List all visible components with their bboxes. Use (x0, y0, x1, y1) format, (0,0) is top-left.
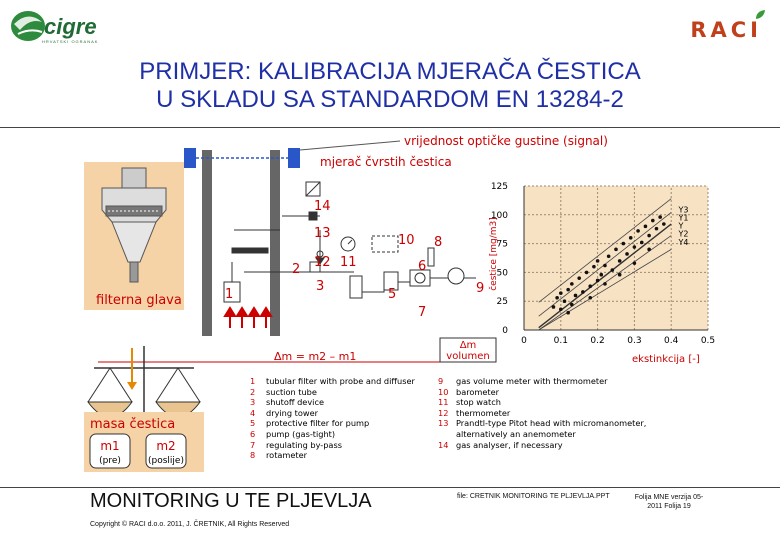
legend-item (250, 450, 415, 461)
slide-title-line1: PRIMJER: KALIBRACIJA MJERAČA ČESTICA (139, 58, 641, 85)
chart-data-point (655, 227, 659, 231)
chart-x-tick-label: 0.5 (700, 336, 716, 346)
flow-arrows (225, 308, 271, 328)
chart-data-point (662, 222, 666, 226)
calibration-chart (491, 182, 715, 346)
chart-data-point (611, 268, 615, 272)
chart-data-point (651, 219, 655, 223)
chart-data-point (625, 252, 629, 256)
chart-data-point (559, 291, 563, 295)
duct-wall-left (202, 150, 212, 336)
component-num-14: 14 (314, 199, 331, 214)
chart-xlabel: ekstinkcija [-] (632, 354, 700, 365)
legend-right (438, 376, 646, 450)
file-note: file: CRETNIK MONITORING TE PLJEVLJA.PPT (457, 493, 610, 500)
legend-item (250, 387, 415, 398)
legend-item-text: gas analyser, if necessary (456, 439, 563, 450)
legend-item-text: thermometer (456, 407, 511, 418)
chart-data-point (552, 305, 556, 309)
chart-data-point (588, 296, 592, 300)
legend-item-number: 2 (250, 386, 256, 397)
chart-data-point (633, 245, 637, 249)
chart-data-point (658, 215, 662, 219)
optical-emitter (184, 148, 196, 168)
chart-ylabel: čestice [mg/m3] (489, 217, 499, 291)
chart-data-point (585, 271, 589, 275)
legend-item-number: 14 (438, 439, 449, 450)
chart-band-label: Y (678, 221, 684, 231)
raci-logo (690, 18, 762, 42)
raci-logo-text: RACI (690, 18, 762, 42)
legend-item-number: 7 (250, 439, 256, 450)
legend-item (250, 429, 415, 440)
component-num-5: 5 (388, 287, 397, 302)
legend-item-text: regulating by-pass (266, 439, 342, 450)
cigre-logo-text: cigre (44, 14, 97, 39)
volume-box-delta: Δm (459, 340, 477, 351)
rotameter (428, 248, 434, 266)
sampling-train (224, 182, 354, 302)
chart-data-point (618, 259, 622, 263)
slide-info-line1: Folija MNE verzija 05- (634, 494, 704, 501)
chart-x-tick-label: 0.1 (553, 336, 568, 346)
chart-band-label: Y1 (678, 213, 689, 223)
component-num-1: 1 (225, 287, 234, 302)
duct-wall-right (270, 150, 280, 336)
footer-divider (0, 487, 780, 488)
legend-item-text: pump (gas-tight) (266, 428, 336, 439)
legend-item-text: shutoff device (266, 397, 325, 408)
component-num-13: 13 (314, 226, 331, 241)
legend-item-number: 8 (250, 450, 256, 461)
chart-y-tick-label: 50 (496, 268, 508, 279)
component-num-3: 3 (316, 279, 325, 294)
component-num-7: 7 (418, 305, 427, 320)
legend-item-text: stop watch (456, 397, 501, 408)
chart-y-tick-label: 100 (490, 210, 508, 221)
cigre-logo-subtext: HRVATSKI OGRANAK (42, 39, 99, 44)
chart-x-tick-label: 0.2 (590, 336, 605, 346)
gas-meter-icon (448, 268, 464, 284)
component-num-10: 10 (398, 233, 415, 248)
component-num-9: 9 (476, 281, 485, 296)
mass-label: masa čestica (90, 417, 176, 432)
chart-data-point (633, 261, 637, 265)
chart-band-label: Y4 (678, 237, 689, 247)
chart-y-tick-label: 0 (502, 326, 508, 336)
legend-item (438, 429, 646, 440)
legend-item-number: 3 (250, 397, 256, 408)
legend-item (250, 397, 415, 408)
legend-item-number: 5 (250, 418, 256, 429)
m1-label: m1 (100, 439, 120, 453)
chart-data-point (570, 282, 574, 286)
component-num-12: 12 (314, 255, 331, 270)
legend-item (438, 397, 646, 408)
legend-item-number (438, 429, 456, 440)
optical-receiver (288, 148, 300, 168)
legend-item-text: tubular filter with probe and diffuser (266, 376, 415, 386)
legend-item (438, 387, 646, 398)
chart-x-tick-label: 0.3 (627, 336, 642, 346)
legend-item-text: barometer (456, 386, 500, 397)
legend-item-number: 9 (438, 376, 444, 386)
legend-item-text: protective filter for pump (266, 418, 370, 429)
barometer-box (372, 236, 398, 252)
meter-label: mjerač čvrstih čestica (320, 155, 452, 169)
drying-tower (350, 276, 362, 298)
legend-item-text: Prandtl-type Pitot head with micromanometer, (456, 418, 647, 429)
legend-left (250, 376, 415, 461)
chart-data-point (574, 294, 578, 298)
delta-m-formula: Δm = m2 – m1 (274, 350, 357, 363)
component-num-6: 6 (418, 259, 427, 274)
legend-item-number: 4 (250, 407, 256, 418)
m2-sublabel: (poslije) (148, 456, 184, 466)
chart-data-point (607, 254, 611, 258)
legend-item (250, 440, 415, 451)
legend-item-number: 12 (438, 407, 449, 418)
legend-item-number: 13 (438, 418, 449, 429)
chart-data-point (566, 311, 570, 315)
chart-data-point (566, 288, 570, 292)
chart-data-point (577, 276, 581, 280)
slide-info (614, 493, 724, 511)
legend-item-number: 11 (438, 397, 449, 408)
legend-item (250, 418, 415, 429)
m1-sublabel: (pre) (99, 456, 121, 466)
cigre-logo (8, 6, 108, 48)
legend-item-text: drying tower (266, 407, 318, 418)
chart-data-point (603, 282, 607, 286)
chart-data-point (636, 229, 640, 233)
slide-title-line2: U SKLADU SA STANDARDOM EN 13284-2 (156, 86, 624, 113)
chart-y-tick-label: 125 (490, 182, 508, 192)
legend-item (438, 376, 646, 387)
component-num-2: 2 (292, 262, 301, 277)
m2-label: m2 (156, 439, 176, 453)
filter-head-label: filterna glava (96, 293, 182, 308)
chart-data-point (570, 303, 574, 307)
chart-band-label: Y3 (678, 205, 689, 215)
chart-data-point (596, 259, 600, 263)
legend-item-number: 6 (250, 428, 256, 439)
legend-item-text: suction tube (266, 386, 317, 397)
copyright: Copyright © RACI d.o.o. 2011, J. ČRETNIK, All Rights Reserved (90, 521, 290, 528)
chart-data-point (599, 273, 603, 277)
chart-band-label: Y2 (678, 229, 689, 239)
legend-item (438, 440, 646, 451)
chart-data-point (563, 299, 567, 303)
signal-label: vrijednost optičke gustine (signal) (404, 134, 608, 148)
chart-data-point (592, 265, 596, 269)
chart-data-point (629, 236, 633, 240)
volume-box-label: volumen (446, 351, 490, 362)
chart-data-point (640, 241, 644, 245)
legend-item-text: rotameter (266, 450, 308, 461)
chart-data-point (618, 273, 622, 277)
chart-data-point (559, 307, 563, 311)
chart-data-point (644, 225, 648, 229)
chart-data-point (622, 242, 626, 246)
legend-item (438, 418, 646, 429)
slide-title (0, 58, 780, 114)
header-divider (0, 127, 780, 128)
chart-data-point (581, 290, 585, 294)
component-numbers (225, 199, 484, 320)
signal-leader-line (300, 141, 400, 150)
chart-x-tick-label: 0 (521, 336, 527, 346)
legend-item (250, 376, 415, 387)
legend-item (250, 408, 415, 419)
chart-data-point (647, 248, 651, 252)
legend-item-number: 10 (438, 386, 449, 397)
legend-item-text: alternatively an anemometer (456, 428, 576, 439)
component-num-8: 8 (434, 235, 443, 250)
chart-data-point (603, 264, 607, 268)
chart-y-tick-label: 75 (496, 239, 508, 250)
legend-item-number: 1 (250, 376, 256, 386)
slide-info-line2: 2011 Folija 19 (647, 503, 691, 510)
chart-y-tick-label: 25 (496, 297, 508, 308)
chart-data-point (588, 284, 592, 288)
footer-title: MONITORING U TE PLJEVLJA (90, 490, 372, 512)
leaf-icon (754, 9, 766, 21)
chart-x-tick-label: 0.4 (664, 336, 679, 346)
chart-data-point (647, 234, 651, 238)
chart-data-point (555, 296, 559, 300)
chart-data-point (596, 279, 600, 283)
component-num-11: 11 (340, 255, 357, 270)
chart-data-point (614, 248, 618, 252)
legend-item (438, 408, 646, 419)
legend-item-text: gas volume meter with thermometer (456, 376, 608, 386)
